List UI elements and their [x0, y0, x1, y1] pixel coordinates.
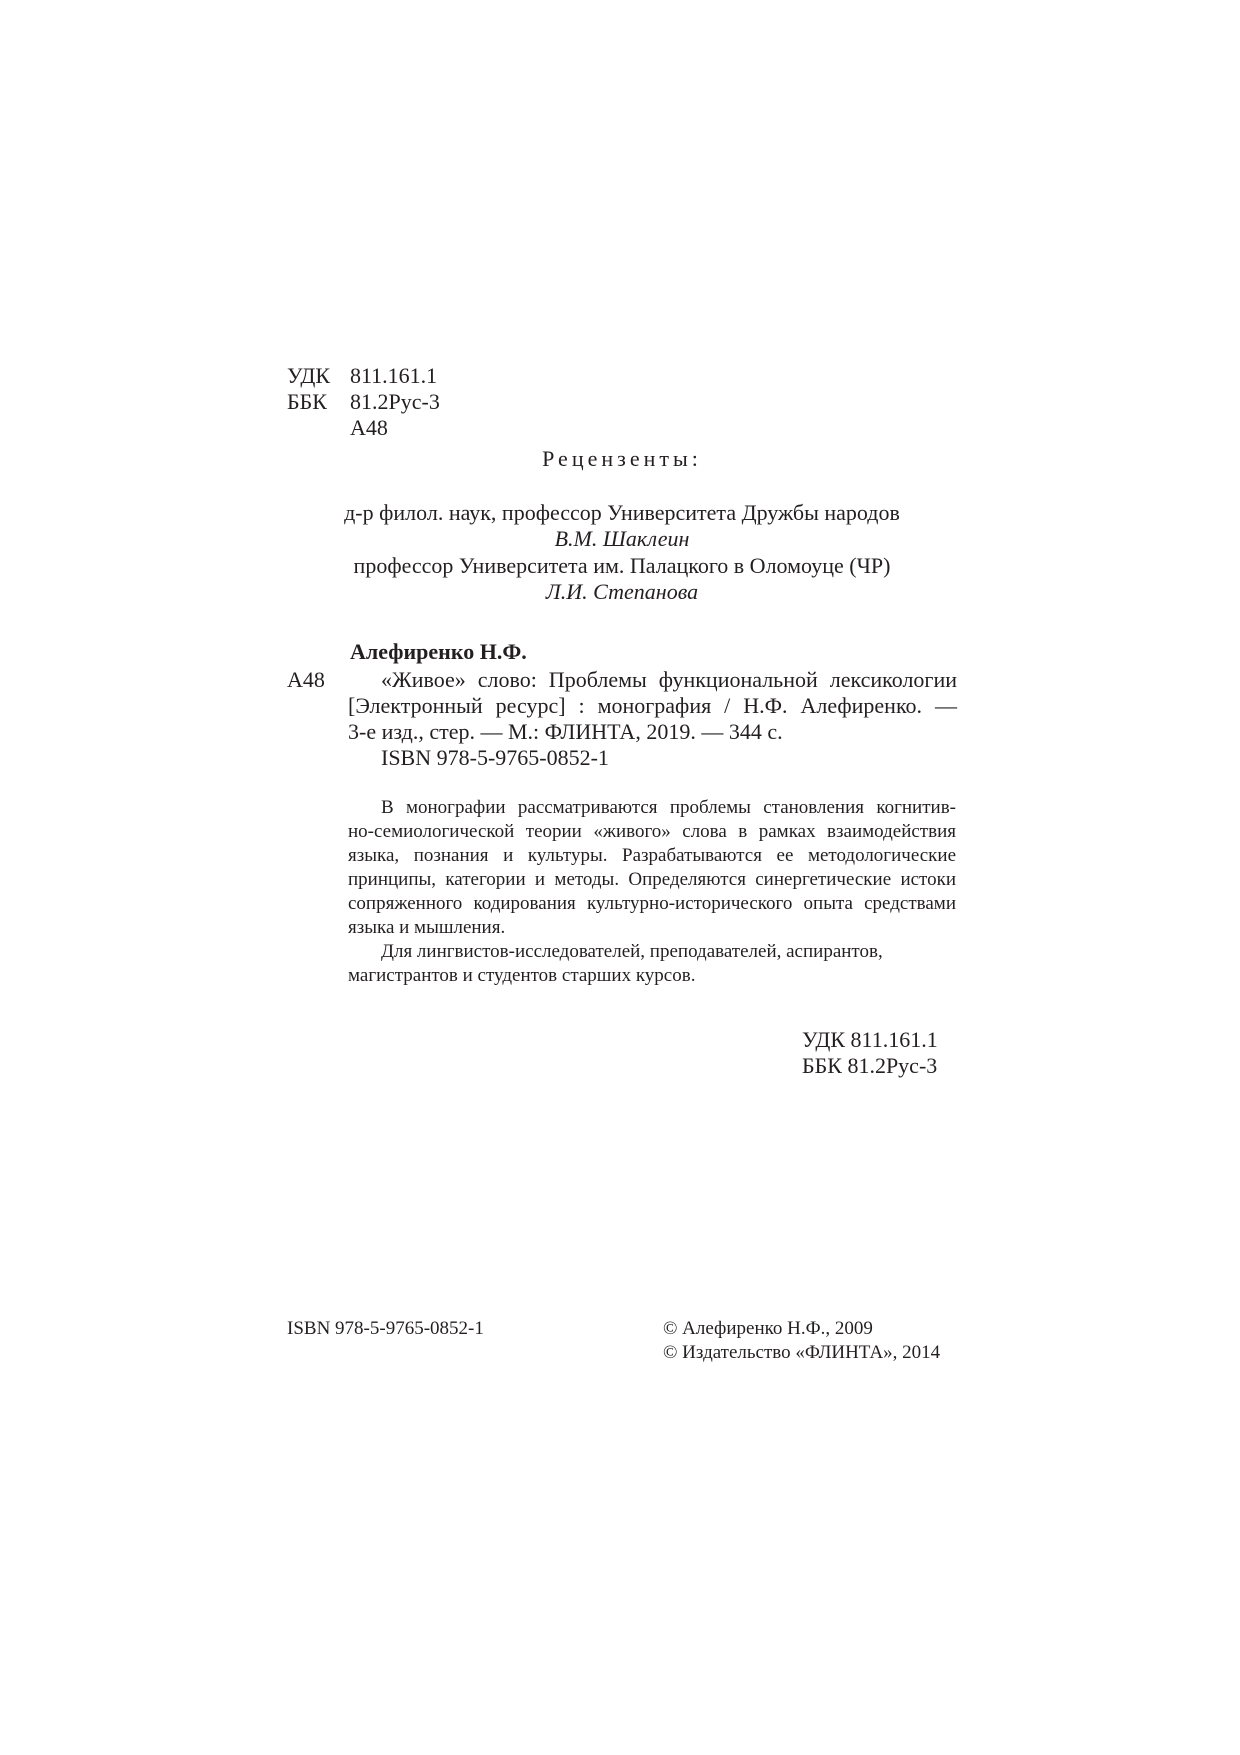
bib-author: Алефиренко Н.Ф. — [350, 639, 527, 664]
index-bbk: ББК 81.2Рус-3 — [802, 1053, 938, 1078]
reviewer-2-title: профессор Университета им. Палацкого в Оломоуце (ЧР) — [353, 553, 891, 578]
bib-line-2: [Электронный ресурс] : монография / Н.Ф. Алефиренко. — — [348, 693, 957, 718]
bbk-value: 81.2Рус-3 — [350, 389, 440, 414]
annotation-line-1: В монографии рассматриваются проблемы становления когнитив- — [381, 797, 956, 818]
annotation-line-5: сопряженного кодирования культурно-исторического опыта средствами — [348, 893, 956, 914]
udk-label: УДК — [287, 363, 331, 388]
audience-line-1: Для лингвистов-исследователей, преподавателей, аспирантов, — [381, 941, 883, 962]
bib-line-3: 3-е изд., стер. — М.: ФЛИНТА, 2019. — 344 с. — [348, 719, 783, 744]
bbk-label: ББК — [287, 389, 327, 414]
index-udk: УДК 811.161.1 — [802, 1027, 938, 1052]
annotation-line-3: языка, познания и культуры. Разрабатываются ее методологические — [348, 845, 956, 866]
copyright-publisher: © Издательство «ФЛИНТА», 2014 — [663, 1342, 941, 1363]
reviewer-2-name: Л.И. Степанова — [545, 579, 699, 604]
bib-isbn: ISBN 978-5-9765-0852-1 — [381, 745, 609, 770]
bib-mark: А48 — [287, 667, 325, 692]
reviewer-1-name: В.М. Шаклеин — [554, 526, 690, 551]
annotation-line-4: принципы, категории и методы. Определяются синергетические истоки — [348, 869, 956, 890]
copyright-author: © Алефиренко Н.Ф., 2009 — [663, 1318, 873, 1339]
bib-line-1: «Живое» слово: Проблемы функциональной лексикологии — [381, 667, 957, 692]
audience-line-2: магистрантов и студентов старших курсов. — [348, 965, 696, 986]
reviewers-heading: Рецензенты: — [542, 446, 702, 471]
footer-isbn: ISBN 978-5-9765-0852-1 — [287, 1318, 484, 1339]
annotation-line-6: языка и мышления. — [348, 917, 506, 938]
author-mark: А48 — [350, 415, 388, 440]
udk-value: 811.161.1 — [350, 363, 438, 388]
reviewer-1-title: д-р филол. наук, профессор Университета Дружбы народов — [344, 500, 900, 525]
annotation-line-2: но-семиологической теории «живого» слова в рамках взаимодействия — [348, 821, 956, 842]
